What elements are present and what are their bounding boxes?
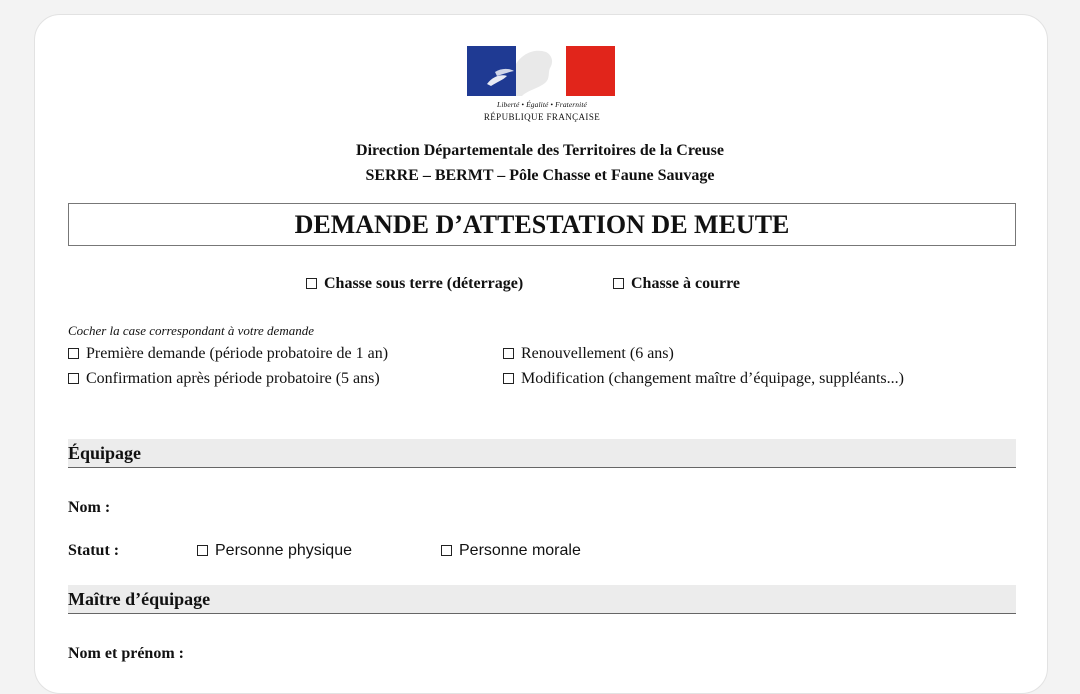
hunt-type-underground[interactable]: Chasse sous terre (déterrage) bbox=[306, 275, 523, 293]
section-equipage-heading: Équipage bbox=[68, 442, 142, 463]
section-maitre-heading: Maître d’équipage bbox=[68, 588, 211, 609]
section-maitre bbox=[68, 585, 1016, 614]
republic-motto: Liberté • Égalité • Fraternité bbox=[497, 100, 587, 109]
direction-title: Direction Départementale des Territoires de la Creuse bbox=[356, 142, 724, 159]
request-modification[interactable]: Modification (changement maître d’équipage, suppléants...) bbox=[503, 370, 904, 388]
checkbox-icon[interactable] bbox=[503, 373, 514, 384]
marianne-profile-icon bbox=[467, 46, 516, 96]
equipage-status-label: Statut : bbox=[68, 542, 120, 559]
form-title bbox=[68, 203, 1016, 246]
marianne-logo bbox=[467, 46, 617, 122]
service-title: SERRE – BERMT – Pôle Chasse et Faune Sauvage bbox=[365, 167, 715, 184]
checkbox-icon[interactable] bbox=[68, 373, 79, 384]
flag-white-band bbox=[516, 46, 566, 96]
instruction-text: Cocher la case correspondant à votre demande bbox=[68, 323, 314, 338]
section-equipage bbox=[68, 439, 1016, 468]
form-title-text: DEMANDE D’ATTESTATION DE MEUTE bbox=[294, 209, 790, 239]
republique-francaise: RÉPUBLIQUE FRANÇAISE bbox=[483, 112, 601, 122]
request-first[interactable]: Première demande (période probatoire de 1 an) bbox=[68, 345, 388, 363]
equipage-name-label: Nom : bbox=[68, 499, 111, 516]
checkbox-icon[interactable] bbox=[197, 545, 208, 556]
request-confirmation[interactable]: Confirmation après période probatoire (5 ans) bbox=[68, 370, 380, 388]
tricolor-flag-icon bbox=[467, 46, 615, 96]
checkbox-icon[interactable] bbox=[441, 545, 452, 556]
request-renewal[interactable]: Renouvellement (6 ans) bbox=[503, 345, 674, 363]
hunt-type-courre[interactable]: Chasse à courre bbox=[613, 275, 740, 293]
maitre-name-label: Nom et prénom : bbox=[68, 645, 184, 662]
flag-blue-band bbox=[467, 46, 516, 96]
flag-red-band bbox=[566, 46, 615, 96]
status-physical-person[interactable]: Personne physique bbox=[197, 542, 352, 560]
checkbox-icon[interactable] bbox=[306, 278, 317, 289]
status-legal-person[interactable]: Personne morale bbox=[441, 542, 581, 560]
checkbox-icon[interactable] bbox=[503, 348, 514, 359]
checkbox-icon[interactable] bbox=[613, 278, 624, 289]
checkbox-icon[interactable] bbox=[68, 348, 79, 359]
